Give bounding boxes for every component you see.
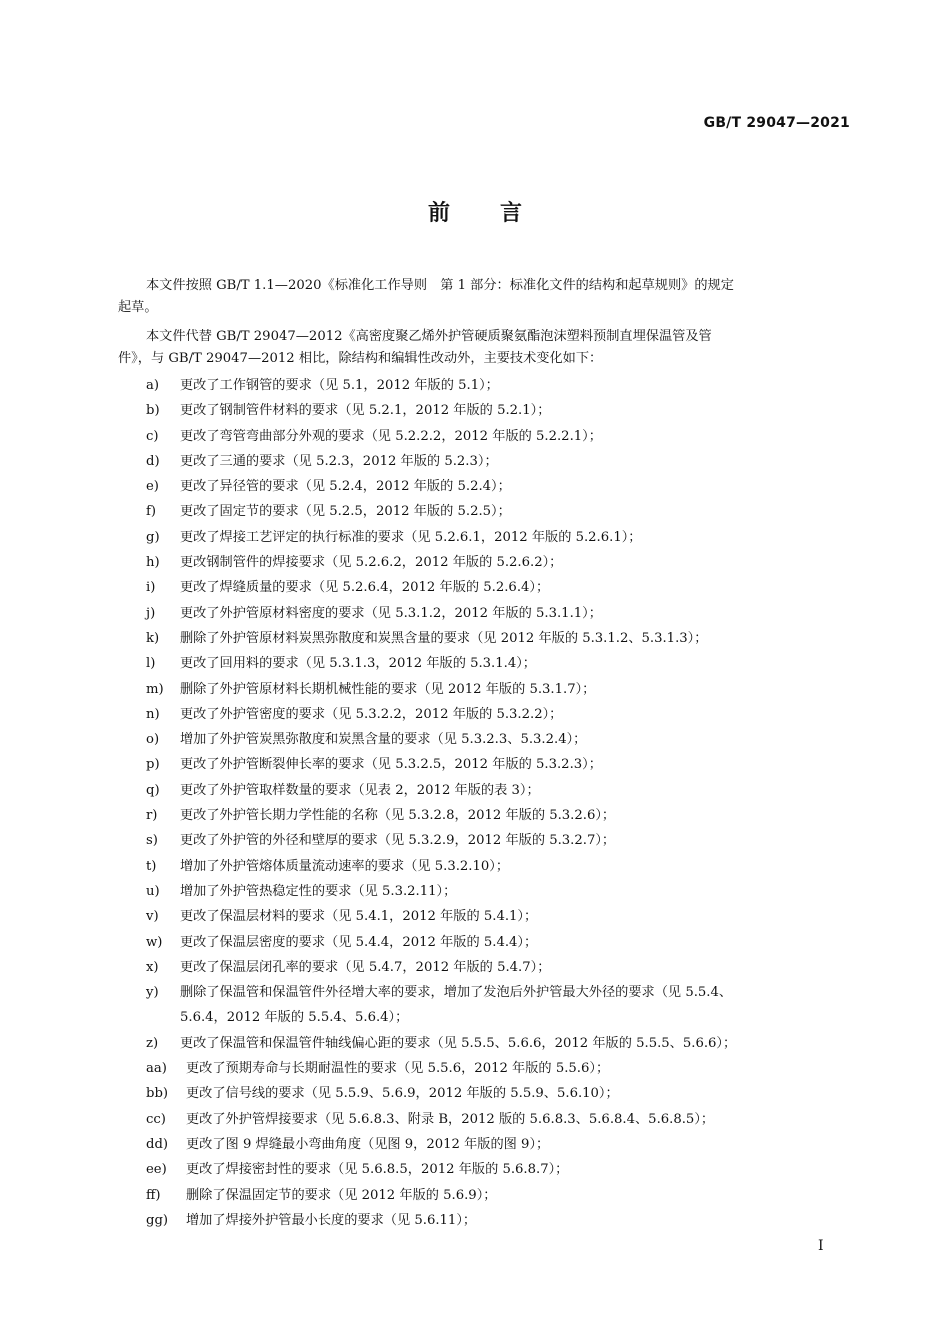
list-item-label: s) [146,833,158,849]
list-item-label: ee) [146,1162,167,1178]
paragraph-1 [118,275,853,319]
list-item [146,1208,856,1233]
page-number: I [818,1238,824,1254]
list-item-text: 更改了预期寿命与长期耐温性的要求（见 5.5.6，2012 年版的 5.5.6）； [186,1061,610,1077]
title-char-1: 前 [427,201,450,226]
list-item-text: 增加了外护管热稳定性的要求（见 5.3.2.11）； [180,883,457,899]
standard-code: GB/T 29047—2021 [703,115,850,131]
list-item-text: 更改了外护管长期力学性能的名称（见 5.3.2.8，2012 年版的 5.3.2.6）； [180,808,616,824]
list-item [146,373,856,398]
list-item [146,474,856,499]
list-item [146,752,856,777]
list-item-label: e) [146,479,159,495]
list-item-text: 增加了焊接外护管最小长度的要求（见 5.6.11）； [186,1212,477,1228]
list-item-label: z) [146,1035,159,1051]
list-item-text: 更改了图 9 焊缝最小弯曲角度（见图 9，2012 年版的图 9）； [186,1136,550,1152]
list-item-text: 更改了异径管的要求（见 5.2.4，2012 年版的 5.2.4）； [180,479,511,495]
list-item-text: 更改了外护管断裂伸长率的要求（见 5.3.2.5，2012 年版的 5.3.2.3）； [180,757,602,773]
list-item-label: y) [146,985,159,1001]
paragraph-1-line-2: 起草。 [118,300,158,315]
list-item-label: l) [146,656,156,672]
list-item-label: o) [146,732,160,748]
list-item [146,1157,856,1182]
paragraph-1-line-1: 本文件按照 GB/T 1.1—2020《标准化工作导则 第 1 部分：标准化文件的结构和起草规则》的规定 [146,278,734,293]
list-item-text-continued: 5.6.4，2012 年版的 5.5.4、5.6.4）； [180,1010,409,1026]
list-item-label: aa) [146,1061,167,1077]
list-item [146,904,856,929]
list-item-text: 增加了外护管熔体质量流动速率的要求（见 5.3.2.10）； [180,858,510,874]
list-item-label: w) [146,934,163,950]
list-item-text: 更改了保温层材料的要求（见 5.4.1，2012 年版的 5.4.1）； [180,909,538,925]
change-list [146,373,856,1233]
list-item-text: 更改了外护管密度的要求（见 5.3.2.2，2012 年版的 5.3.2.2）； [180,706,563,722]
list-item [146,398,856,423]
list-item [146,955,856,980]
list-item [146,449,856,474]
list-item-label: h) [146,555,160,571]
list-item [146,1031,856,1056]
list-item-text: 更改了焊接工艺评定的执行标准的要求（见 5.2.6.1，2012 年版的 5.2.6.1）； [180,529,642,545]
list-item [146,879,856,904]
list-item-label: cc) [146,1111,166,1127]
list-item-text: 删除了保温固定节的要求（见 2012 年版的 5.6.9）； [186,1187,497,1203]
list-item-text: 更改了回用料的要求（见 5.3.1.3，2012 年版的 5.3.1.4）； [180,656,536,672]
list-item [146,1132,856,1157]
list-item-text: 更改了钢制管件材料的要求（见 5.2.1，2012 年版的 5.2.1）； [180,403,551,419]
list-item-text: 更改了固定节的要求（见 5.2.5，2012 年版的 5.2.5）； [180,504,511,520]
list-item [146,854,856,879]
paragraph-2-line-2: 件》，与 GB/T 29047—2012 相比，除结构和编辑性改动外，主要技术变化如下： [118,351,603,366]
list-item-label: b) [146,403,160,419]
list-item-text: 更改了外护管焊接要求（见 5.6.8.3、附录 B，2012 版的 5.6.8.3、5.6.8.4、5.6.8.5）； [186,1111,715,1127]
list-item-label: u) [146,883,160,899]
list-item [146,677,856,702]
list-item-label: i) [146,580,156,596]
list-item-label: a) [146,378,160,393]
list-item-label: d) [146,453,160,469]
list-item-text: 更改了三通的要求（见 5.2.3，2012 年版的 5.2.3）； [180,453,498,469]
list-item-label: ff) [146,1187,161,1203]
list-item [146,778,856,803]
list-item-text: 更改了保温管和保温管件轴线偏心距的要求（见 5.5.5、5.6.6，2012 年版的 5.5.5、5.6.6）； [180,1035,737,1051]
list-item-text: 更改了保温层闭孔率的要求（见 5.4.7，2012 年版的 5.4.7）； [180,959,551,975]
list-item [146,1056,856,1081]
list-item [146,424,856,449]
list-item-label: f) [146,504,157,520]
list-item-text: 更改了信号线的要求（见 5.5.9、5.6.9，2012 年版的 5.5.9、5.6.10）； [186,1086,619,1102]
list-item-text: 更改钢制管件的焊接要求（见 5.2.6.2，2012 年版的 5.2.6.2）； [180,555,563,571]
list-item-label: p) [146,757,160,773]
list-item-label: bb) [146,1086,169,1102]
list-item [146,727,856,752]
list-item-label: gg) [146,1212,169,1228]
list-item [146,1081,856,1106]
list-item-text: 更改了外护管的外径和壁厚的要求（见 5.3.2.9，2012 年版的 5.3.2.7）； [180,833,616,849]
list-item-text: 增加了外护管炭黑弥散度和炭黑含量的要求（见 5.3.2.3、5.3.2.4）； [180,732,587,748]
list-item [146,803,856,828]
list-item-label: r) [146,808,158,824]
list-item-text: 删除了外护管原材料炭黑弥散度和炭黑含量的要求（见 2012 年版的 5.3.1.2、5.3.1.3）； [180,630,708,646]
list-item [146,702,856,727]
list-item-text: 更改了工作钢管的要求（见 5.1，2012 年版的 5.1）； [180,378,499,393]
list-item-label: t) [146,858,157,874]
list-item [146,525,856,550]
paragraph-2-line-1: 本文件代替 GB/T 29047—2012《高密度聚乙烯外护管硬质聚氨酯泡沫塑料预制直埋保温管及管 [146,329,712,344]
list-item-label: n) [146,706,160,722]
list-item-text: 更改了弯管弯曲部分外观的要求（见 5.2.2.2，2012 年版的 5.2.2.1）； [180,428,602,444]
list-item [146,1183,856,1208]
list-item-text: 更改了焊接密封性的要求（见 5.6.8.5，2012 年版的 5.6.8.7）； [186,1162,569,1178]
list-item-label: q) [146,782,160,798]
list-item-text: 删除了外护管原材料长期机械性能的要求（见 2012 年版的 5.3.1.7）； [180,681,596,697]
list-item-text: 更改了外护管取样数量的要求（见表 2，2012 年版的表 3）； [180,782,540,798]
paragraph-2 [118,326,853,370]
list-item [146,601,856,626]
list-item-label: v) [146,909,159,925]
list-item-label: dd) [146,1136,169,1152]
list-item [146,651,856,676]
list-item-text: 更改了焊缝质量的要求（见 5.2.6.4，2012 年版的 5.2.6.4）； [180,580,550,596]
list-item [146,930,856,955]
list-item [146,626,856,651]
list-item-text: 更改了外护管原材料密度的要求（见 5.3.1.2，2012 年版的 5.3.1.1）； [180,605,602,621]
list-item-label: c) [146,428,159,444]
list-item [146,550,856,575]
title-char-2: 言 [500,201,523,226]
list-item-label: j) [146,605,156,621]
list-item [146,980,856,1031]
list-item [146,1107,856,1132]
list-item-label: m) [146,681,164,697]
list-item-label: x) [146,959,159,975]
list-item-text: 删除了保温管和保温管件外径增大率的要求，增加了发泡后外护管最大外径的要求（见 5.5.4、 [180,985,733,1001]
list-item [146,499,856,524]
list-item [146,828,856,853]
list-item-text: 更改了保温层密度的要求（见 5.4.4，2012 年版的 5.4.4）； [180,934,538,950]
page-title [0,196,950,227]
list-item-label: g) [146,529,160,545]
list-item-label: k) [146,630,160,646]
list-item [146,575,856,600]
